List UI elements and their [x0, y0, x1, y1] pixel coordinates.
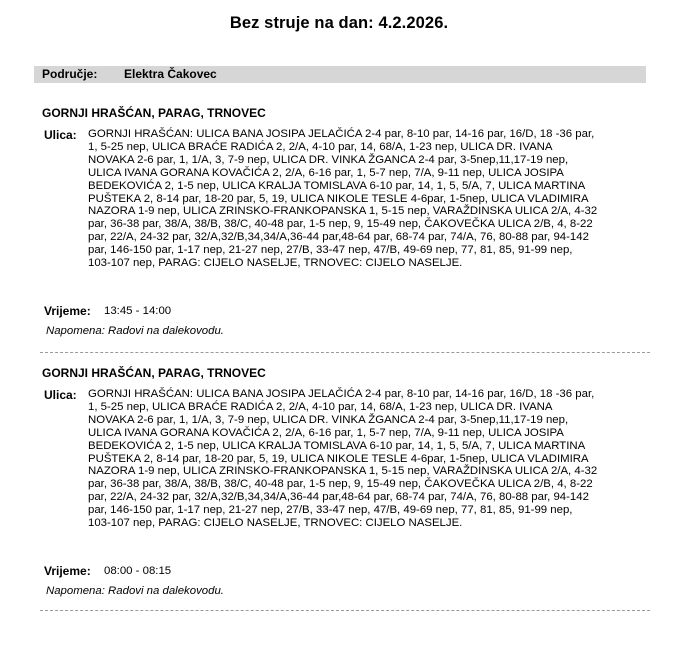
street-block: [42, 128, 646, 292]
region-bar: [34, 66, 646, 83]
entry-divider: [40, 610, 650, 611]
entry-note: Napomena: Radovi na dalekovodu.: [46, 325, 224, 337]
street-label: Ulica:: [44, 128, 77, 142]
outage-entry: [42, 366, 646, 597]
entry-heading: GORNJI HRAŠĆAN, PARAG, TRNOVEC: [42, 106, 266, 120]
street-list: GORNJI HRAŠĆAN: ULICA BANA JOSIPA JELAČIĆA 2-4 par, 8-10 par, 14-16 par, 16/D, 18 -36 par, 1, 5-25 nep, ULICA BRAĆE RADIĆA 2, 2/A, 4-10 par, 14, 68/A, 1-23 nep, ULICA DR. IVANA NOVAKA 2-6 par, 1, 1/A, 3, 7-9 nep, ULICA DR. VINKA ŽGANCA 2-4 par, 3-5nep,11,17-19 nep, ULICA IVANA GORANA KOVAČIĆA 2, 2/A, 6-16 par, 1, 5-7 nep, 7/A, 9-11 nep, ULICA JOSIPA BEDEKOVIĆA 2, 1-5 nep, ULICA KRALJA TOMISLAVA 6-10 par, 14, 1, 5, 5/A, 7, ULICA MARTINA PUŠTEKA 2, 8-14 par, 18-20 par, 5, 19, ULICA NIKOLE TESLE 4-6par, 1-5nep, ULICA VLADIMIRA NAZORA 1-9 nep, ULICA ZRINSKO-FRANKOPANSKA 1, 5-15 nep, VARAŽDINSKA ULICA 2/A, 4-32 par, 36-38 par, 38/A, 38/B, 38/C, 40-48 par, 1-5 nep, 9, 15-49 nep, ČAKOVEČKA ULICA 2/B, 4, 8-22 par, 22/A, 24-32 par, 32/A,32/B,34,34/A,36-44 par,48-64 par, 68-74 par, 74/A, 76, 80-88 par, 94-142 par, 146-150 par, 1-17 nep, 21-27 nep, 27/B, 33-47 nep, 47/B, 49-69 nep, 77, 81, 85, 91-99 nep, 103-107 nep, PARAG: CIJELO NASELJE, TRNOVEC: CIJELO NASELJE.: [88, 128, 598, 270]
time-value: 13:45 - 14:00: [104, 305, 172, 317]
region-label: Područje:: [42, 67, 98, 81]
entry-heading: GORNJI HRAŠĆAN, PARAG, TRNOVEC: [42, 366, 266, 380]
region-value: Elektra Čakovec: [124, 67, 217, 81]
street-block: [42, 388, 646, 552]
time-row: [42, 304, 646, 320]
time-row: [42, 564, 646, 580]
time-label: Vrijeme:: [44, 304, 91, 318]
street-label: Ulica:: [44, 388, 77, 402]
entry-divider: [40, 352, 650, 353]
street-list: GORNJI HRAŠĆAN: ULICA BANA JOSIPA JELAČIĆA 2-4 par, 8-10 par, 14-16 par, 16/D, 18 -36 par, 1, 5-25 nep, ULICA BRAĆE RADIĆA 2, 2/A, 4-10 par, 14, 68/A, 1-23 nep, ULICA DR. IVANA NOVAKA 2-6 par, 1, 1/A, 3, 7-9 nep, ULICA DR. VINKA ŽGANCA 2-4 par, 3-5nep,11,17-19 nep, ULICA IVANA GORANA KOVAČIĆA 2, 2/A, 6-16 par, 1, 5-7 nep, 7/A, 9-11 nep, ULICA JOSIPA BEDEKOVIĆA 2, 1-5 nep, ULICA KRALJA TOMISLAVA 6-10 par, 14, 1, 5, 5/A, 7, ULICA MARTINA PUŠTEKA 2, 8-14 par, 18-20 par, 5, 19, ULICA NIKOLE TESLE 4-6par, 1-5nep, ULICA VLADIMIRA NAZORA 1-9 nep, ULICA ZRINSKO-FRANKOPANSKA 1, 5-15 nep, VARAŽDINSKA ULICA 2/A, 4-32 par, 36-38 par, 38/A, 38/B, 38/C, 40-48 par, 1-5 nep, 9, 15-49 nep, ČAKOVEČKA ULICA 2/B, 4, 8-22 par, 22/A, 24-32 par, 32/A,32/B,34,34/A,36-44 par,48-64 par, 68-74 par, 74/A, 76, 80-88 par, 94-142 par, 146-150 par, 1-17 nep, 21-27 nep, 27/B, 33-47 nep, 47/B, 49-69 nep, 77, 81, 85, 91-99 nep, 103-107 nep, PARAG: CIJELO NASELJE, TRNOVEC: CIJELO NASELJE.: [88, 388, 598, 530]
time-value: 08:00 - 08:15: [104, 565, 172, 577]
page-title: Bez struje na dan: 4.2.2026.: [229, 14, 449, 32]
outage-entry: [42, 106, 646, 337]
time-label: Vrijeme:: [44, 564, 91, 578]
entry-note: Napomena: Radovi na dalekovodu.: [46, 585, 224, 597]
